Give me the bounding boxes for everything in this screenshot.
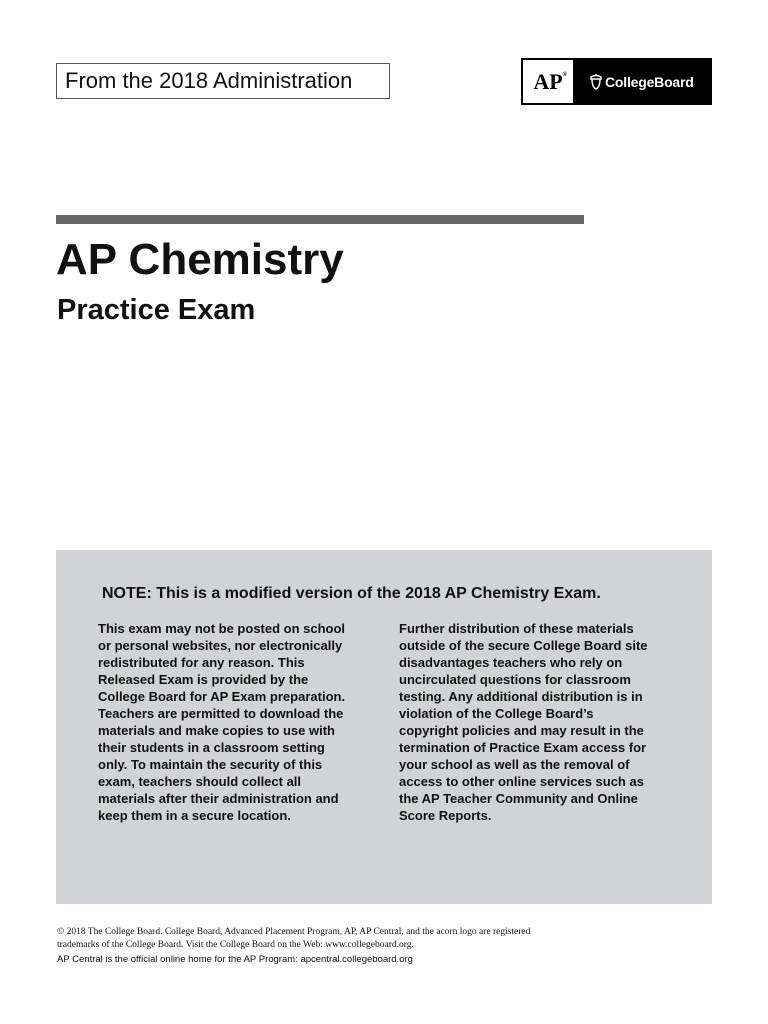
footer-legal-text: © 2018 The College Board. College Board, Advanced Placement Program, AP, AP Central, and the acorn logo are registered trademarks of the College Board. Visit the College Board on the Web: www.collegeboard.org. bbox=[57, 927, 531, 950]
ap-collegeboard-logo bbox=[521, 58, 712, 105]
ap-logo-text: AP bbox=[533, 68, 563, 94]
note-left-column: This exam may not be posted on school or personal websites, nor electronically redistributed for any reason. This Released Exam is provided by the College Board for AP Exam preparation. Teachers are permitted to download the materials and make copies to use with their students in a classroom setting only. To maintain the security of this exam, teachers should collect all materials after their administration and keep them in a secure location. bbox=[98, 621, 346, 823]
collegeboard-logo bbox=[575, 58, 712, 105]
note-panel bbox=[56, 550, 712, 904]
note-right-column: Further distribution of these materials outside of the secure College Board site disadvantages teachers who rely on uncirculated questions for classroom testing. Any additional distribution is in violation of the College Board’s copyright policies and may result in the termination of Practice Exam access for your school as well as the removal of access to other online services such as the AP Teacher Community and Online Score Reports. bbox=[399, 621, 648, 823]
acorn-icon bbox=[589, 73, 603, 90]
registered-mark: ® bbox=[562, 72, 567, 78]
page-subtitle: Practice Exam bbox=[57, 294, 256, 326]
page-title: AP Chemistry bbox=[56, 235, 344, 284]
note-heading: NOTE: This is a modified version of the 2018 AP Chemistry Exam. bbox=[102, 585, 601, 602]
footer-ap-central-text: AP Central is the official online home for the AP Program: apcentral.collegeboard.org bbox=[57, 954, 413, 965]
ap-logo bbox=[523, 60, 573, 103]
collegeboard-wordmark: CollegeBoard bbox=[605, 73, 694, 90]
administration-label: From the 2018 Administration bbox=[56, 63, 390, 99]
title-rule bbox=[56, 215, 584, 224]
